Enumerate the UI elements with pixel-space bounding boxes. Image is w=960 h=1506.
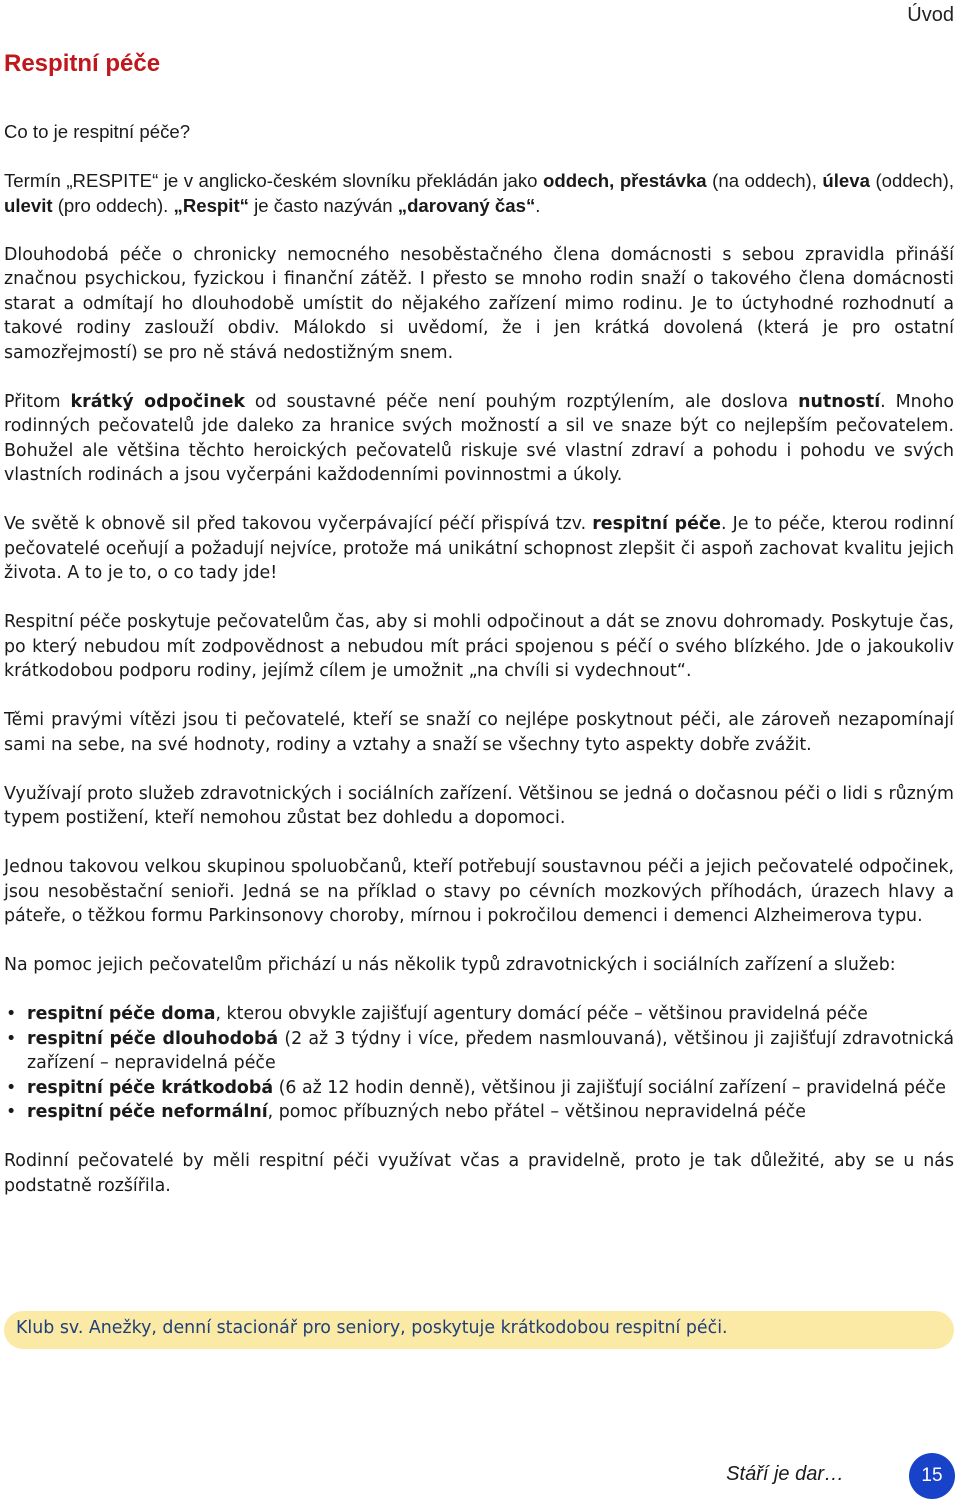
footer-tagline: Stáří je dar…	[726, 1463, 844, 1485]
article-body	[4, 120, 954, 1223]
question-paragraph: Co to je respitní péče?	[4, 121, 191, 142]
section-label: Úvod	[907, 4, 954, 26]
list-item: • respitní péče dlouhodobá (2 až 3 týdny i více, předem nasmlouvaná), většinou ji zajišťují zdravotnická zařízení – nepravidelná péče	[4, 1027, 954, 1076]
definition-paragraph: Termín „RESPITE“ je v anglicko-českém slovníku překládán jako oddech, přestávka (na oddech), úleva (oddech), ulevit (pro oddech). „Respit“ je často nazýván „darovaný čas“.	[4, 170, 955, 216]
paragraph-long-term-care: Dlouhodobá péče o chronicky nemocného nesoběstačného člena domácnosti s sebou zpravidla přináší značnou psychickou, fyzickou i finanční zátěž. I přesto se mnoho rodin snaží o takového člena domácnosti starat a odmítají ho dlouhodobě umístit do nějakého zařízení mimo rodinu. Je to úctyhodné rozhodnutí a takové rodiny zaslouží obdiv. Málokdo si uvědomí, že i jen krátká dovolená (která je pro ostatní samozřejmostí) se pro ně stává nedostižným snem.	[4, 244, 954, 363]
page-number-badge: 15	[909, 1453, 955, 1499]
list-item: • respitní péče neformální, pomoc příbuzných nebo přátel – většinou nepravidelná péče	[4, 1100, 954, 1125]
paragraph-respite-world: Ve světě k obnově sil před takovou vyčerpávající péčí přispívá tzv. respitní péče. Je to péče, kterou rodinní pečovatelé oceňují a požadují nejvíce, protože má unikátní schopnost zlepšit či aspoň zachovat kvalitu jejich života. A to je to, o co tady jde!	[4, 514, 954, 583]
page-title: Respitní péče	[4, 50, 161, 77]
highlight-note	[4, 1311, 954, 1349]
paragraph-seniors: Jednou takovou velkou skupinou spoluobčanů, kteří potřebují soustavnou péči a jejich pečovatelé odpočinek, jsou nesoběstační senioři. Jedná se na příklad o stavy po cévních mozkových příhodách, úrazech hlavy a páteře, o těžkou formu Parkinsonovy choroby, mírnou i pokročilou demenci i demenci Alzheimerova typu.	[4, 857, 954, 926]
paragraph-services: Využívají proto služeb zdravotnických i sociálních zařízení. Většinou se jedná o dočasnou péči o lidi s různým typem postižení, kteří nemohou zůstat bez dohledu a dopomoci.	[4, 783, 954, 828]
highlight-note-text: Klub sv. Anežky, denní stacionář pro seniory, poskytuje krátkodobou respitní péči.	[16, 1318, 728, 1338]
paragraph-short-rest: Přitom krátký odpočinek od soustavné péče není pouhým rozptýlením, ale doslova nutností. Mnoho rodinných pečovatelů jde daleko za hranice svých možností a sil ve snaze být co nejlepším pečovatelem. Bohužel ale většina těchto heroických pečovatelů riskuje své vlastní zdraví a pohodu i pohodu ve svých vlastních rodinách a jsou vyčerpáni každodenními povinnostmi a úkoly.	[4, 391, 954, 485]
paragraph-gives-time: Respitní péče poskytuje pečovatelům čas, aby si mohli odpočinout a dát se znovu dohromady. Poskytuje čas, po který nebudou mít zodpovědnost a nebudou mít práci spojenou s péčí o svého blízkého. Jde o jakoukoliv krátkodobou podporu rodiny, jejímž cílem je umožnit „na chvíli si vydechnout“.	[4, 612, 954, 681]
paragraph-conclusion: Rodinní pečovatelé by měli respitní péči využívat včas a pravidelně, proto je tak důležité, aby se u nás podstatně rozšířila.	[4, 1151, 954, 1196]
respite-types-list	[4, 1002, 954, 1125]
list-item: • respitní péče krátkodobá (6 až 12 hodin denně), většinou ji zajišťují sociální zařízení – pravidelná péče	[4, 1076, 954, 1101]
paragraph-winners: Těmi pravými vítězi jsou ti pečovatelé, kteří se snaží co nejlépe poskytnout péči, ale zároveň nezapomínají sami na sebe, na své hodnoty, rodiny a vztahy a snaží se všechny tyto aspekty dobře zvážit.	[4, 710, 954, 755]
paragraph-types-intro: Na pomoc jejich pečovatelům přichází u nás několik typů zdravotnických i sociálních zařízení a služeb:	[4, 955, 896, 975]
list-item: • respitní péče doma, kterou obvykle zajišťují agentury domácí péče – většinou pravidelná péče	[4, 1002, 954, 1027]
